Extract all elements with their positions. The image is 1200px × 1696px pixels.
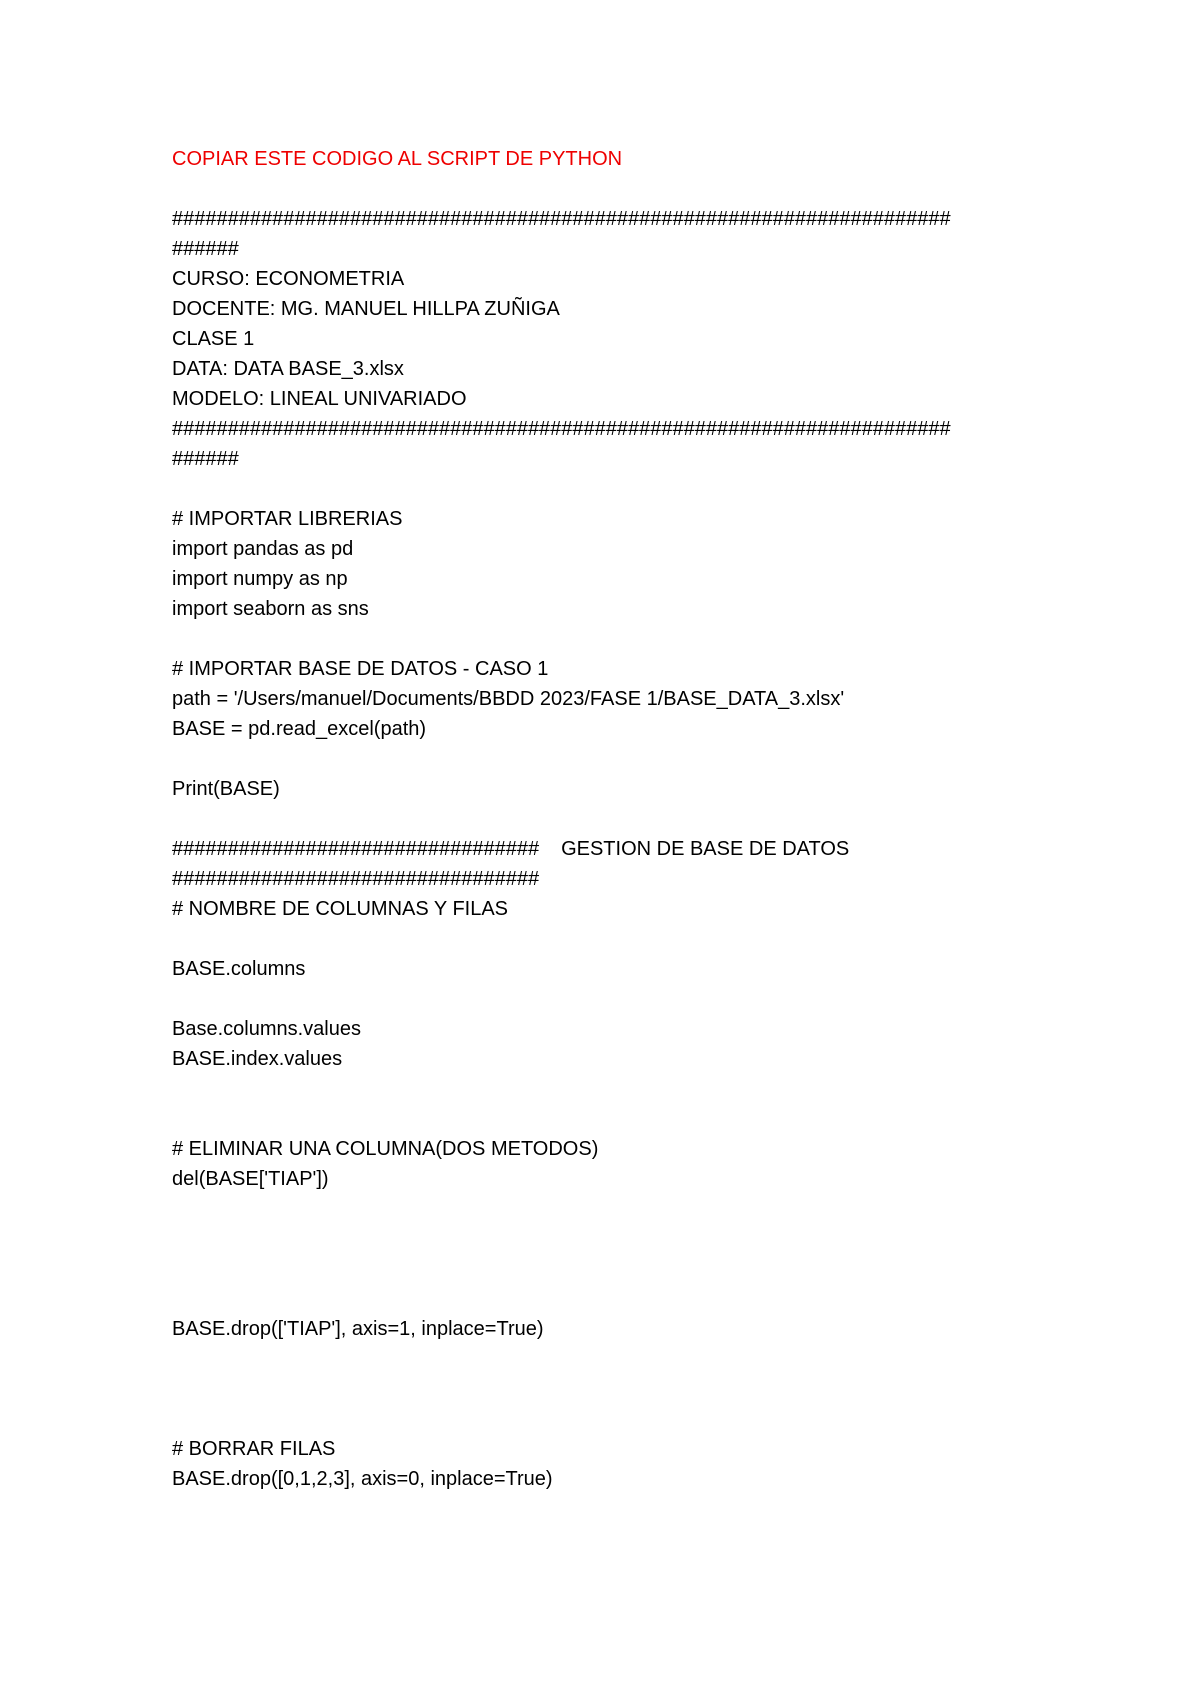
footer-hash-line-1: ######################################################################	[172, 418, 951, 440]
index-values-line: BASE.index.values	[172, 1048, 343, 1070]
spacer	[172, 1344, 1052, 1434]
spacer	[172, 924, 1052, 954]
delete-rows-comment: # BORRAR FILAS	[172, 1438, 336, 1460]
path-line: path = '/Users/manuel/Documents/BBDD 2023/FASE 1/BASE_DATA_3.xlsx'	[172, 688, 845, 710]
import-numpy-line: import numpy as np	[172, 568, 348, 590]
header-hash-line-1: ######################################################################	[172, 208, 951, 230]
import-database-comment: # IMPORTAR BASE DE DATOS - CASO 1	[172, 658, 549, 680]
document-title: COPIAR ESTE CODIGO AL SCRIPT DE PYTHON	[172, 148, 623, 170]
read-excel-line: BASE = pd.read_excel(path)	[172, 718, 427, 740]
model-line: MODELO: LINEAL UNIVARIADO	[172, 388, 467, 410]
data-line: DATA: DATA BASE_3.xlsx	[172, 358, 404, 380]
import-libraries-comment: # IMPORTAR LIBRERIAS	[172, 508, 403, 530]
class-line: CLASE 1	[172, 328, 255, 350]
document-content	[172, 144, 1052, 1494]
course-line: CURSO: ECONOMETRIA	[172, 268, 405, 290]
drop-rows-line: BASE.drop([0,1,2,3], axis=0, inplace=True)	[172, 1468, 553, 1490]
gestion-title: GESTION DE BASE DE DATOS	[561, 838, 850, 860]
gestion-header-line	[172, 834, 1052, 864]
print-line: Print(BASE)	[172, 778, 280, 800]
gestion-hash-2: #################################	[172, 868, 540, 890]
spacer	[172, 1194, 1052, 1314]
spacer	[172, 984, 1052, 1014]
spacer	[172, 474, 1052, 504]
spacer	[172, 624, 1052, 654]
spacer	[172, 1074, 1052, 1134]
header-hash-line-2: ######	[172, 238, 239, 260]
import-pandas-line: import pandas as pd	[172, 538, 354, 560]
del-line: del(BASE['TIAP'])	[172, 1168, 329, 1190]
delete-column-comment: # ELIMINAR UNA COLUMNA(DOS METODOS)	[172, 1138, 599, 1160]
columns-values-line: Base.columns.values	[172, 1018, 361, 1040]
spacer	[172, 174, 1052, 204]
gestion-hash-1: #################################	[172, 838, 540, 860]
footer-hash-line-2: ######	[172, 448, 239, 470]
import-seaborn-line: import seaborn as sns	[172, 598, 369, 620]
spacer	[172, 744, 1052, 774]
columns-line: BASE.columns	[172, 958, 306, 980]
spacer	[172, 804, 1052, 834]
names-comment: # NOMBRE DE COLUMNAS Y FILAS	[172, 898, 509, 920]
drop-column-line: BASE.drop(['TIAP'], axis=1, inplace=True)	[172, 1318, 544, 1340]
teacher-line: DOCENTE: MG. MANUEL HILLPA ZUÑIGA	[172, 298, 560, 320]
